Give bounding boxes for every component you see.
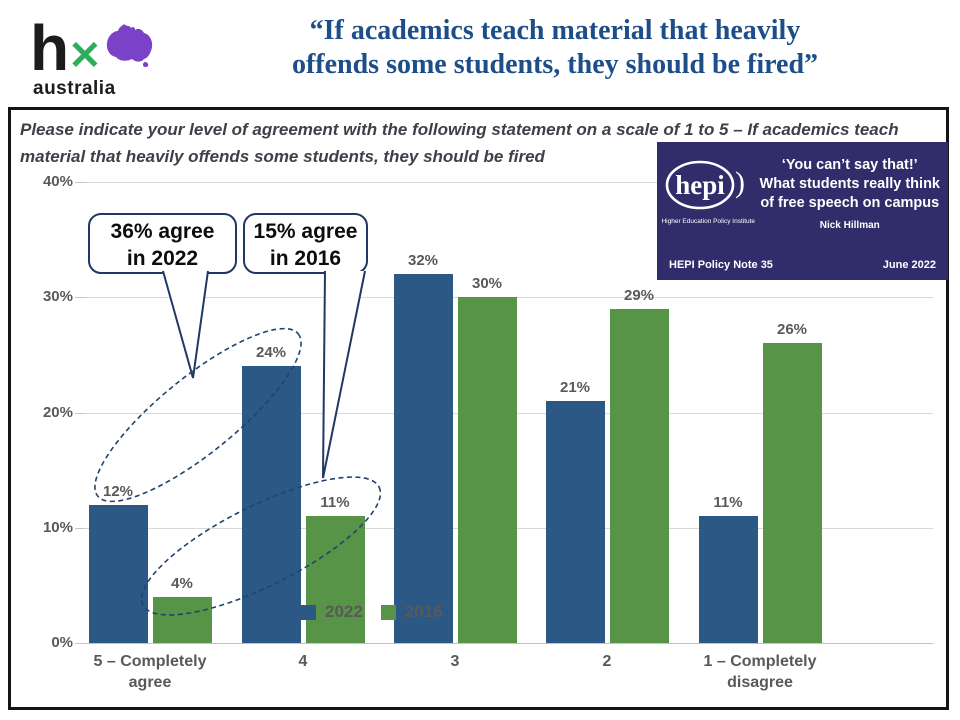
bar-value-label: 26% (776, 321, 808, 339)
legend-label-2022: 2022 (325, 602, 363, 621)
y-axis-tick (75, 528, 85, 529)
slide-title-line1: “If academics teach material that heavily (309, 15, 801, 46)
bar-2022 (89, 505, 148, 643)
australia-map-icon (104, 21, 156, 74)
slide-title (160, 14, 950, 82)
y-axis-tick-label: 10% (42, 518, 73, 536)
category-label: 1 – Completely disagree (703, 653, 817, 691)
logo-letter-h: h (30, 12, 68, 84)
bar-2022 (394, 274, 453, 643)
bar-group (546, 182, 669, 643)
bar-group (394, 182, 517, 643)
y-axis-tick (75, 297, 85, 298)
bar-value-label: 11% (713, 494, 743, 512)
logo-green-cross: ✕ (68, 34, 102, 78)
legend-item-2022 (301, 602, 363, 622)
category-label: 2 (602, 653, 612, 670)
hepi-date: June 2022 (882, 259, 936, 271)
legend-swatch-2016 (381, 605, 396, 620)
callout2-line2: in 2016 (269, 247, 342, 270)
bar-value-label: 32% (407, 252, 439, 270)
svg-text:hepi: hepi (675, 170, 726, 200)
callout-15-percent-2016 (243, 213, 368, 274)
callout1-line2: in 2022 (126, 247, 199, 270)
hepi-policy-note: HEPI Policy Note 35 (669, 259, 773, 271)
svg-text:): ) (735, 166, 746, 199)
bar-value-label: 21% (559, 378, 591, 396)
slide-title-line2: offends some students, they should be fired” (291, 49, 819, 80)
chart-panel (8, 107, 949, 710)
bar-2016 (610, 309, 669, 643)
hepi-report-title-line2: What students really think (759, 176, 940, 192)
hepi-logo-oval (662, 158, 754, 212)
legend-label-2016: 2016 (404, 602, 443, 621)
chart-legend (301, 602, 443, 622)
hepi-report-title-line3: of free speech on campus (760, 195, 940, 211)
category-label: 3 (450, 653, 460, 670)
y-axis-tick (75, 413, 85, 414)
y-axis-tick-label: 40% (42, 173, 73, 190)
hepi-report-author: Nick Hillman (819, 220, 880, 231)
bar-value-label: 4% (171, 574, 193, 592)
bar-2016 (153, 597, 212, 643)
y-axis-tick-label: 0% (51, 634, 73, 651)
callout1-line1: 36% agree (110, 220, 215, 243)
hepi-report-title-line1: ‘You can’t say that!’ (781, 157, 918, 173)
y-axis-tick (75, 643, 85, 644)
bar-value-label: 30% (471, 275, 503, 293)
bar-value-label: 12% (102, 482, 134, 500)
hx-australia-logo (30, 10, 160, 100)
category-label: 5 – Completely agree (93, 653, 207, 691)
bar-value-label: 11% (320, 494, 350, 512)
bar-2016 (458, 297, 517, 643)
hepi-report-card (657, 142, 948, 280)
hepi-logo-subtitle: Higher Education Policy Institute (661, 218, 756, 225)
bar-2022 (699, 516, 758, 643)
gridline-0% (85, 643, 933, 644)
survey-question-line1: Please indicate your level of agreement with the following statement on a scale of 1 to 5 – If academics teach (20, 120, 899, 139)
callout2-line1: 15% agree (253, 220, 358, 243)
callout-36-percent-2022 (88, 213, 237, 274)
bar-2022 (546, 401, 605, 643)
survey-question-line2: material that heavily offends some students, they should be fired (20, 147, 545, 166)
logo-wordmark: australia (33, 78, 116, 99)
y-axis-tick-label: 30% (42, 288, 73, 306)
y-axis-tick (75, 182, 85, 183)
y-axis-tick-label: 20% (42, 403, 73, 421)
bar-value-label: 24% (255, 344, 287, 362)
legend-item-2016 (381, 602, 443, 622)
bar-2016 (763, 343, 822, 643)
bar-2016 (306, 516, 365, 643)
bar-2022 (242, 366, 301, 643)
category-label: 4 (298, 653, 308, 670)
legend-swatch-2022 (301, 605, 316, 620)
bar-value-label: 29% (623, 286, 655, 304)
